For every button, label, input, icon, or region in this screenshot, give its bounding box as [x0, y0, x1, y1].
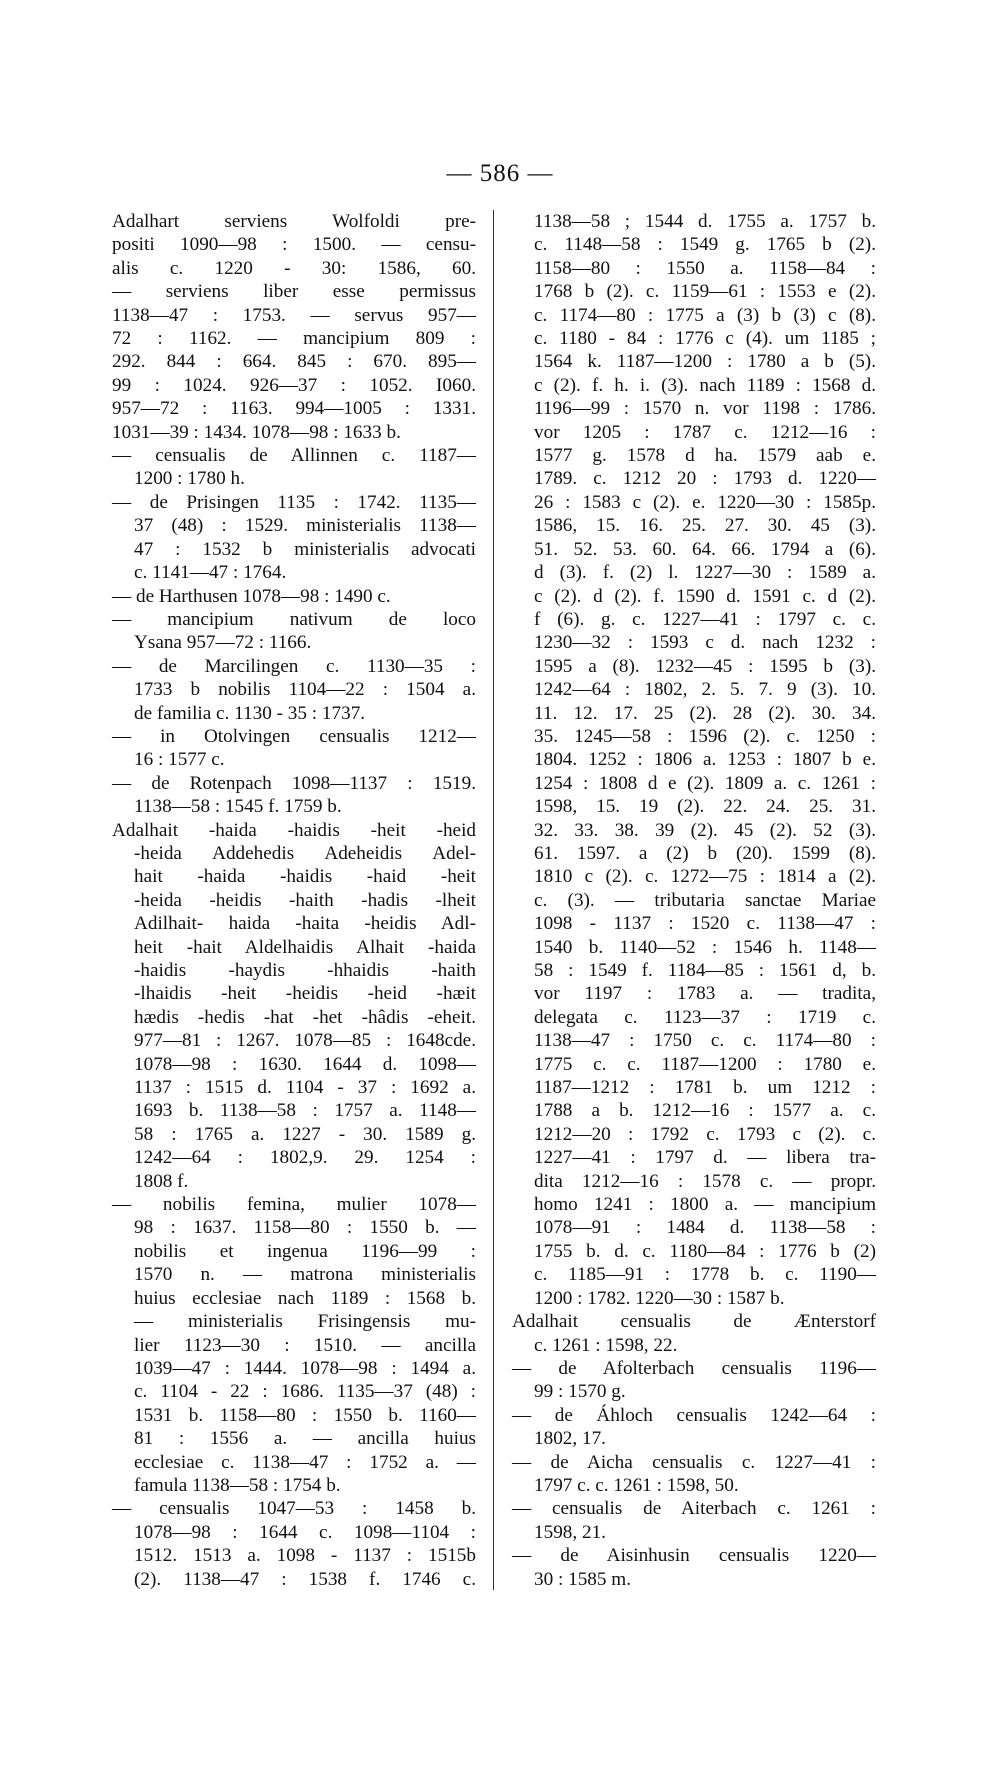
text-line: f (6). g. c. 1227—41 : 1797 c. c. — [534, 608, 876, 630]
text-line: 1212—20 : 1792 c. 1793 c (2). c. — [534, 1123, 876, 1145]
text-line: 1031—39 : 1434. 1078—98 : 1633 b. — [112, 421, 401, 443]
left-column — [112, 210, 476, 1591]
text-line: 1775 c. c. 1187—1200 : 1780 e. — [534, 1053, 876, 1075]
text-line: — nobilis femina, mulier 1078— — [112, 1194, 476, 1216]
text-line: 1755 b. d. c. 1180—84 : 1776 b (2) — [534, 1240, 876, 1262]
text-line: 292. 844 : 664. 845 : 670. 895— — [112, 351, 476, 373]
text-line: c. 1185—91 : 1778 b. c. 1190— — [534, 1264, 876, 1286]
text-line: dita 1212—16 : 1578 c. — propr. — [534, 1170, 876, 1192]
text-line: 1227—41 : 1797 d. — libera tra- — [534, 1147, 876, 1169]
text-line: 16 : 1577 c. — [134, 749, 225, 771]
text-line: 1788 a b. 1212—16 : 1577 a. c. — [534, 1100, 876, 1122]
text-line: — de Prisingen 1135 : 1742. 1135— — [112, 491, 476, 513]
text-line: 47 : 1532 b ministerialis advocati — [134, 538, 476, 560]
text-line: hait -haida -haidis -haid -heit — [134, 866, 476, 888]
text-line: 1693 b. 1138—58 : 1757 a. 1148— — [134, 1100, 476, 1122]
text-line: 1138—47 : 1750 c. c. 1174—80 : — [534, 1030, 876, 1052]
text-line: — mancipium nativum de loco — [112, 608, 476, 630]
text-line: — censualis 1047—53 : 1458 b. — [112, 1498, 476, 1520]
right-column — [512, 210, 876, 1591]
text-line: — de Marcilingen c. 1130—35 : — [112, 655, 476, 677]
text-line: 957—72 : 1163. 994—1005 : 1331. — [112, 398, 476, 420]
text-line: 30 : 1585 m. — [534, 1568, 632, 1590]
text-line: 1138—47 : 1753. — servus 957— — [112, 304, 476, 326]
text-line: 1078—98 : 1630. 1644 d. 1098— — [134, 1053, 476, 1075]
text-line: vor 1205 : 1787 c. 1212—16 : — [534, 421, 876, 443]
text-line: 1598, 15. 19 (2). 22. 24. 25. 31. — [534, 796, 876, 818]
text-line: 1187—1212 : 1781 b. um 1212 : — [534, 1077, 876, 1099]
text-line: — censualis de Aiterbach c. 1261 : — [512, 1498, 876, 1520]
text-line: 1137 : 1515 d. 1104 - 37 : 1692 a. — [134, 1077, 476, 1099]
text-line: 81 : 1556 a. — ancilla huius — [134, 1428, 476, 1450]
text-line: 61. 1597. a (2) b (20). 1599 (8). — [534, 842, 876, 864]
text-line: lier 1123—30 : 1510. — ancilla — [134, 1334, 476, 1356]
text-line: 51. 52. 53. 60. 64. 66. 1794 a (6). — [534, 538, 876, 560]
text-line: 37 (48) : 1529. ministerialis 1138— — [134, 515, 476, 537]
text-line: — de Aicha censualis c. 1227—41 : — [512, 1451, 876, 1473]
text-line: 1138—58 : 1545 f. 1759 b. — [134, 796, 342, 818]
text-line: homo 1241 : 1800 a. — mancipium — [534, 1194, 876, 1216]
text-line: c. (3). — tributaria sanctae Mariae — [534, 889, 876, 911]
text-line: — de Harthusen 1078—98 : 1490 c. — [112, 585, 391, 607]
text-line: d (3). f. (2) l. 1227—30 : 1589 a. — [534, 562, 876, 584]
text-line: 32. 33. 38. 39 (2). 45 (2). 52 (3). — [534, 819, 876, 841]
text-line: -heida Addehedis Adeheidis Adel- — [134, 842, 476, 864]
text-line: positi 1090—98 : 1500. — censu- — [112, 234, 476, 256]
text-line: famula 1138—58 : 1754 b. — [134, 1474, 341, 1496]
text-line: 26 : 1583 c (2). e. 1220—30 : 1585p. — [534, 491, 876, 513]
text-line: c. 1104 - 22 : 1686. 1135—37 (48) : — [134, 1381, 476, 1403]
text-line: 1808 f. — [134, 1170, 189, 1192]
text-line: Ysana 957—72 : 1166. — [134, 632, 312, 654]
text-line: -haidis -haydis -hhaidis -haith — [134, 960, 476, 981]
text-line: 35. 1245—58 : 1596 (2). c. 1250 : — [534, 725, 876, 747]
text-line: 99 : 1024. 926—37 : 1052. I060. — [112, 374, 476, 396]
text-line: 1540 b. 1140—52 : 1546 h. 1148— — [534, 936, 876, 958]
text-line: 1078—98 : 1644 c. 1098—1104 : — [134, 1521, 476, 1543]
text-line: 1804. 1252 : 1806 a. 1253 : 1807 b e. — [534, 749, 876, 771]
text-line: c (2). f. h. i. (3). nach 1189 : 1568 d. — [534, 374, 876, 396]
text-line: — ministerialis Frisingensis mu- — [134, 1311, 476, 1333]
text-line: 99 : 1570 g. — [534, 1381, 626, 1403]
text-line: 977—81 : 1267. 1078—85 : 1648cde. — [134, 1030, 476, 1052]
text-line: 1078—91 : 1484 d. 1138—58 : — [534, 1217, 876, 1239]
text-line: c. 1148—58 : 1549 g. 1765 b (2). — [534, 234, 876, 256]
text-line: 72 : 1162. — mancipium 809 : — [112, 328, 476, 350]
text-line: 1098 - 1137 : 1520 c. 1138—47 : — [534, 913, 876, 935]
text-line: 98 : 1637. 1158—80 : 1550 b. — — [134, 1217, 476, 1239]
text-line: — de Áhloch censualis 1242—64 : — [512, 1404, 876, 1426]
text-line: 1586, 15. 16. 25. 27. 30. 45 (3). — [534, 515, 876, 537]
text-line: Adilhait- haida -haita -heidis Adl- — [134, 913, 476, 935]
text-line: Adalhait censualis de Ænterstorf — [512, 1311, 876, 1333]
text-line: nobilis et ingenua 1196—99 : — [134, 1240, 476, 1262]
page-number: — 586 — — [446, 160, 554, 187]
text-line: — de Rotenpach 1098—1137 : 1519. — [112, 772, 476, 794]
text-line: 1802, 17. — [534, 1428, 606, 1450]
text-line: 1200 : 1782. 1220—30 : 1587 b. — [534, 1287, 785, 1309]
text-line: 1039—47 : 1444. 1078—98 : 1494 a. — [134, 1357, 476, 1379]
text-line: 1733 b nobilis 1104—22 : 1504 a. — [134, 679, 476, 701]
text-line: Adalhait -haida -haidis -heit -heid — [112, 819, 476, 841]
text-line: Adalhart serviens Wolfoldi pre- — [112, 211, 476, 232]
text-line: 1797 c. c. 1261 : 1598, 50. — [534, 1474, 739, 1496]
text-line: 58 : 1549 f. 1184—85 : 1561 d, b. — [534, 960, 876, 981]
column-divider — [493, 210, 494, 1590]
text-line: 1242—64 : 1802, 2. 5. 7. 9 (3). 10. — [534, 679, 876, 701]
text-line: 11. 12. 17. 25 (2). 28 (2). 30. 34. — [534, 702, 876, 724]
text-line: alis c. 1220 - 30: 1586, 60. — [112, 257, 476, 279]
text-line: c. 1180 - 84 : 1776 c (4). um 1185 ; — [534, 328, 876, 350]
text-line: 1200 : 1780 h. — [134, 468, 245, 490]
text-line: 58 : 1765 a. 1227 - 30. 1589 g. — [134, 1123, 476, 1145]
text-line: heit -hait Aldelhaidis Alhait -haida — [134, 936, 476, 958]
text-line: 1577 g. 1578 d ha. 1579 aab e. — [534, 445, 876, 467]
text-line: 1564 k. 1187—1200 : 1780 a b (5). — [534, 351, 876, 373]
text-line: 1158—80 : 1550 a. 1158—84 : — [534, 257, 876, 279]
text-line: -heida -heidis -haith -hadis -lheit — [134, 889, 476, 911]
text-line: c. 1174—80 : 1775 a (3) b (3) c (8). — [534, 304, 876, 326]
text-line: huius ecclesiae nach 1189 : 1568 b. — [134, 1287, 476, 1309]
text-line: 1138—58 ; 1544 d. 1755 a. 1757 b. — [534, 211, 876, 232]
text-line: delegata c. 1123—37 : 1719 c. — [534, 1006, 876, 1028]
text-line: — de Afolterbach censualis 1196— — [512, 1357, 876, 1379]
text-line: 1242—64 : 1802,9. 29. 1254 : — [134, 1147, 476, 1169]
text-line: — serviens liber esse permissus — [112, 281, 476, 303]
text-line: 1254 : 1808 d e (2). 1809 a. c. 1261 : — [534, 772, 876, 794]
text-line: hædis -hedis -hat -het -hâdis -eheit. — [134, 1006, 476, 1028]
text-line: 1570 n. — matrona ministerialis — [134, 1264, 476, 1286]
text-line: 1531 b. 1158—80 : 1550 b. 1160— — [134, 1404, 476, 1426]
text-line: 1196—99 : 1570 n. vor 1198 : 1786. — [534, 398, 876, 420]
text-line: c (2). d (2). f. 1590 d. 1591 c. d (2). — [534, 585, 876, 607]
text-line: vor 1197 : 1783 a. — tradita, — [534, 983, 876, 1005]
text-line: 1512. 1513 a. 1098 - 1137 : 1515b — [134, 1545, 476, 1567]
text-line: 1768 b (2). c. 1159—61 : 1553 e (2). — [534, 281, 876, 303]
text-line: ecclesiae c. 1138—47 : 1752 a. — — [134, 1451, 476, 1473]
text-line: — censualis de Allinnen c. 1187— — [112, 445, 476, 467]
text-line: 1810 c (2). c. 1272—75 : 1814 a (2). — [534, 866, 876, 888]
text-line: de familia c. 1130 - 35 : 1737. — [134, 702, 366, 724]
text-line: (2). 1138—47 : 1538 f. 1746 c. — [134, 1568, 476, 1590]
text-line: — in Otolvingen censualis 1212— — [112, 725, 476, 747]
text-line: c. 1141—47 : 1764. — [134, 562, 287, 584]
text-line: — de Aisinhusin censualis 1220— — [512, 1545, 876, 1567]
text-line: c. 1261 : 1598, 22. — [534, 1334, 678, 1356]
text-line: -lhaidis -heit -heidis -heid -hæit — [134, 983, 476, 1005]
text-line: 1230—32 : 1593 c d. nach 1232 : — [534, 632, 876, 654]
text-line: 1598, 21. — [534, 1521, 606, 1543]
text-line: 1595 a (8). 1232—45 : 1595 b (3). — [534, 655, 876, 677]
text-line: 1789. c. 1212 20 : 1793 d. 1220— — [534, 468, 876, 490]
